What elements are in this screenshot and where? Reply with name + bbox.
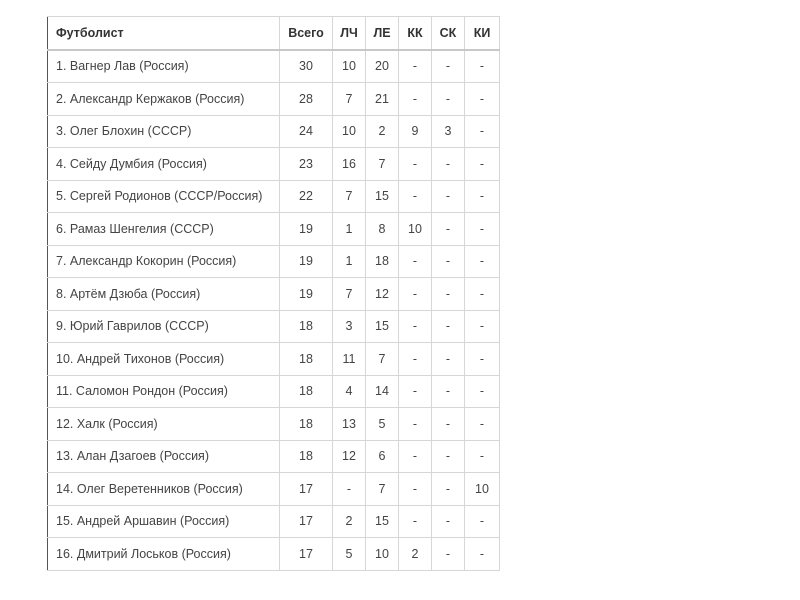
cell-super-cup: - (432, 83, 465, 116)
cell-cup-winners-cup: - (399, 50, 432, 83)
cell-europa-league: 15 (366, 505, 399, 538)
cell-super-cup: - (432, 245, 465, 278)
cell-europa-league: 12 (366, 278, 399, 311)
table-row (48, 440, 500, 473)
cell-cup-winners-cup: - (399, 375, 432, 408)
cell-player: 13. Алан Дзагоев (Россия) (48, 440, 280, 473)
cell-player: 12. Халк (Россия) (48, 408, 280, 441)
header-player: Футболист (48, 17, 280, 50)
cell-intertoto-cup: - (465, 375, 500, 408)
cell-champions-league: 12 (333, 440, 366, 473)
cell-intertoto-cup: - (465, 148, 500, 181)
cell-cup-winners-cup: - (399, 278, 432, 311)
cell-europa-league: 7 (366, 148, 399, 181)
cell-cup-winners-cup: - (399, 440, 432, 473)
cell-champions-league: 11 (333, 343, 366, 376)
cell-total: 19 (280, 213, 333, 246)
cell-player: 16. Дмитрий Лоськов (Россия) (48, 538, 280, 571)
cell-total: 28 (280, 83, 333, 116)
cell-europa-league: 15 (366, 180, 399, 213)
cell-total: 19 (280, 278, 333, 311)
cell-champions-league: 7 (333, 83, 366, 116)
cell-cup-winners-cup: - (399, 148, 432, 181)
cell-champions-league: 16 (333, 148, 366, 181)
cell-player: 4. Сейду Думбия (Россия) (48, 148, 280, 181)
cell-super-cup: - (432, 408, 465, 441)
cell-super-cup: 3 (432, 115, 465, 148)
cell-europa-league: 10 (366, 538, 399, 571)
cell-player: 10. Андрей Тихонов (Россия) (48, 343, 280, 376)
cell-champions-league: 10 (333, 115, 366, 148)
cell-europa-league: 7 (366, 473, 399, 506)
cell-super-cup: - (432, 213, 465, 246)
cell-europa-league: 7 (366, 343, 399, 376)
table-row (48, 375, 500, 408)
cell-player: 15. Андрей Аршавин (Россия) (48, 505, 280, 538)
cell-intertoto-cup: - (465, 115, 500, 148)
table-row (48, 213, 500, 246)
table-row (48, 343, 500, 376)
cell-super-cup: - (432, 440, 465, 473)
cell-europa-league: 6 (366, 440, 399, 473)
header-europa-league: ЛЕ (366, 17, 399, 50)
cell-player: 9. Юрий Гаврилов (СССР) (48, 310, 280, 343)
cell-total: 19 (280, 245, 333, 278)
cell-total: 17 (280, 538, 333, 571)
table-row (48, 83, 500, 116)
cell-europa-league: 18 (366, 245, 399, 278)
cell-total: 18 (280, 343, 333, 376)
cell-player: 11. Саломон Рондон (Россия) (48, 375, 280, 408)
cell-super-cup: - (432, 375, 465, 408)
cell-champions-league: 7 (333, 278, 366, 311)
cell-intertoto-cup: - (465, 213, 500, 246)
header-total: Всего (280, 17, 333, 50)
cell-player: 1. Вагнер Лав (Россия) (48, 50, 280, 83)
cell-cup-winners-cup: - (399, 83, 432, 116)
cell-intertoto-cup: - (465, 180, 500, 213)
cell-cup-winners-cup: - (399, 343, 432, 376)
cell-intertoto-cup: - (465, 408, 500, 441)
cell-total: 18 (280, 375, 333, 408)
cell-europa-league: 21 (366, 83, 399, 116)
cell-europa-league: 15 (366, 310, 399, 343)
cell-cup-winners-cup: 9 (399, 115, 432, 148)
cell-europa-league: 8 (366, 213, 399, 246)
cell-champions-league: 3 (333, 310, 366, 343)
cell-player: 2. Александр Кержаков (Россия) (48, 83, 280, 116)
cell-total: 18 (280, 440, 333, 473)
cell-player: 14. Олег Веретенников (Россия) (48, 473, 280, 506)
table-body (48, 50, 500, 571)
cell-total: 18 (280, 408, 333, 441)
cell-super-cup: - (432, 538, 465, 571)
cell-cup-winners-cup: - (399, 473, 432, 506)
table-row (48, 408, 500, 441)
cell-europa-league: 14 (366, 375, 399, 408)
cell-total: 17 (280, 505, 333, 538)
cell-super-cup: - (432, 278, 465, 311)
cell-cup-winners-cup: - (399, 180, 432, 213)
header-row (48, 17, 500, 50)
cell-super-cup: - (432, 343, 465, 376)
cell-europa-league: 20 (366, 50, 399, 83)
cell-champions-league: - (333, 473, 366, 506)
cell-cup-winners-cup: - (399, 505, 432, 538)
cell-cup-winners-cup: - (399, 310, 432, 343)
cell-champions-league: 1 (333, 245, 366, 278)
cell-cup-winners-cup: 2 (399, 538, 432, 571)
cell-champions-league: 4 (333, 375, 366, 408)
cell-champions-league: 7 (333, 180, 366, 213)
cell-cup-winners-cup: - (399, 245, 432, 278)
table-row (48, 50, 500, 83)
cell-total: 22 (280, 180, 333, 213)
cell-europa-league: 2 (366, 115, 399, 148)
cell-intertoto-cup: - (465, 505, 500, 538)
cell-intertoto-cup: - (465, 310, 500, 343)
cell-intertoto-cup: - (465, 83, 500, 116)
header-champions-league: ЛЧ (333, 17, 366, 50)
table-header (48, 17, 500, 50)
cell-total: 17 (280, 473, 333, 506)
cell-player: 7. Александр Кокорин (Россия) (48, 245, 280, 278)
cell-intertoto-cup: - (465, 245, 500, 278)
cell-cup-winners-cup: - (399, 408, 432, 441)
cell-intertoto-cup: - (465, 278, 500, 311)
table-row (48, 278, 500, 311)
cell-intertoto-cup: - (465, 538, 500, 571)
table-row (48, 473, 500, 506)
cell-player: 3. Олег Блохин (СССР) (48, 115, 280, 148)
cell-champions-league: 10 (333, 50, 366, 83)
cell-champions-league: 13 (333, 408, 366, 441)
table-row (48, 148, 500, 181)
cell-champions-league: 2 (333, 505, 366, 538)
cell-intertoto-cup: - (465, 343, 500, 376)
cell-total: 18 (280, 310, 333, 343)
table-row (48, 180, 500, 213)
scorers-table (47, 16, 500, 571)
table-row (48, 245, 500, 278)
table-row (48, 310, 500, 343)
cell-intertoto-cup: - (465, 440, 500, 473)
cell-total: 23 (280, 148, 333, 181)
cell-champions-league: 5 (333, 538, 366, 571)
header-cup-winners-cup: КК (399, 17, 432, 50)
cell-super-cup: - (432, 180, 465, 213)
cell-super-cup: - (432, 50, 465, 83)
table-row (48, 505, 500, 538)
cell-super-cup: - (432, 310, 465, 343)
table-row (48, 115, 500, 148)
header-intertoto-cup: КИ (465, 17, 500, 50)
cell-player: 6. Рамаз Шенгелия (СССР) (48, 213, 280, 246)
cell-super-cup: - (432, 148, 465, 181)
cell-champions-league: 1 (333, 213, 366, 246)
cell-intertoto-cup: 10 (465, 473, 500, 506)
cell-super-cup: - (432, 505, 465, 538)
cell-europa-league: 5 (366, 408, 399, 441)
header-super-cup: СК (432, 17, 465, 50)
cell-cup-winners-cup: 10 (399, 213, 432, 246)
cell-intertoto-cup: - (465, 50, 500, 83)
cell-total: 30 (280, 50, 333, 83)
cell-super-cup: - (432, 473, 465, 506)
table-row (48, 538, 500, 571)
cell-total: 24 (280, 115, 333, 148)
cell-player: 5. Сергей Родионов (СССР/Россия) (48, 180, 280, 213)
cell-player: 8. Артём Дзюба (Россия) (48, 278, 280, 311)
